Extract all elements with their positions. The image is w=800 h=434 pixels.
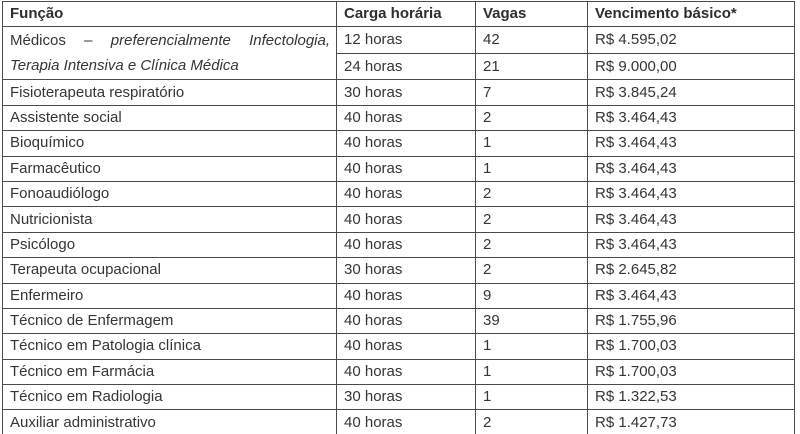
cell-carga-horaria: 30 horas	[337, 385, 476, 410]
cell-funcao: Farmacêutico	[3, 156, 337, 181]
cell-vencimento: R$ 9.000,00	[588, 53, 795, 80]
table-row	[3, 131, 795, 156]
cell-vencimento: R$ 3.464,43	[588, 232, 795, 257]
cell-vencimento: R$ 1.755,96	[588, 308, 795, 333]
cell-funcao: Assistente social	[3, 105, 337, 130]
cell-carga-horaria: 40 horas	[337, 334, 476, 359]
cell-funcao: Técnico em Radiologia	[3, 385, 337, 410]
cell-funcao: Auxiliar administrativo	[3, 410, 337, 434]
cell-vagas: 1	[476, 131, 588, 156]
cell-funcao: Técnico de Enfermagem	[3, 308, 337, 333]
cell-funcao: Nutricionista	[3, 207, 337, 232]
cell-carga-horaria: 30 horas	[337, 80, 476, 105]
cell-carga-horaria: 40 horas	[337, 283, 476, 308]
cell-vencimento: R$ 3.464,43	[588, 131, 795, 156]
cell-funcao: Terapeuta ocupacional	[3, 258, 337, 283]
table-row	[3, 105, 795, 130]
cell-vencimento: R$ 1.700,03	[588, 334, 795, 359]
table-row	[3, 410, 795, 434]
table-row	[3, 283, 795, 308]
column-header-carga-horaria: Carga horária	[337, 2, 476, 27]
cell-carga-horaria: 40 horas	[337, 410, 476, 434]
cell-vagas: 1	[476, 334, 588, 359]
cell-carga-horaria: 40 horas	[337, 207, 476, 232]
table-row	[3, 232, 795, 257]
cell-funcao: Fonoaudiólogo	[3, 181, 337, 206]
cell-vencimento: R$ 2.645,82	[588, 258, 795, 283]
table-row	[3, 156, 795, 181]
cell-vagas: 2	[476, 258, 588, 283]
cell-vagas: 9	[476, 283, 588, 308]
table-row	[3, 308, 795, 333]
cell-vagas: 1	[476, 156, 588, 181]
cell-vagas: 2	[476, 410, 588, 434]
cell-vagas: 2	[476, 105, 588, 130]
cell-vagas: 2	[476, 207, 588, 232]
cell-vencimento: R$ 3.464,43	[588, 207, 795, 232]
cell-vagas: 21	[476, 53, 588, 80]
table-row	[3, 27, 795, 54]
cell-funcao: Bioquímico	[3, 131, 337, 156]
cell-funcao: Psicólogo	[3, 232, 337, 257]
cell-funcao: Enfermeiro	[3, 283, 337, 308]
cell-vencimento: R$ 3.845,24	[588, 80, 795, 105]
cell-vencimento: R$ 3.464,43	[588, 283, 795, 308]
header-row	[3, 2, 795, 27]
cell-carga-horaria: 40 horas	[337, 105, 476, 130]
cell-funcao: Técnico em Patologia clínica	[3, 334, 337, 359]
table-row	[3, 359, 795, 384]
column-header-vencimento: Vencimento básico*	[588, 2, 795, 27]
cell-funcao: Fisioterapeuta respiratório	[3, 80, 337, 105]
cell-vagas: 2	[476, 232, 588, 257]
column-header-vagas: Vagas	[476, 2, 588, 27]
medicos-name: Médicos	[10, 32, 66, 50]
cell-vencimento: R$ 1.700,03	[588, 359, 795, 384]
medicos-specialty-part1: preferencialmente Infectologia,	[110, 32, 330, 50]
cell-carga-horaria: 40 horas	[337, 308, 476, 333]
cell-vencimento: R$ 3.464,43	[588, 181, 795, 206]
cell-carga-horaria: 24 horas	[337, 53, 476, 80]
table-row	[3, 258, 795, 283]
cell-carga-horaria: 30 horas	[337, 258, 476, 283]
cell-carga-horaria: 40 horas	[337, 232, 476, 257]
table-row	[3, 207, 795, 232]
cell-carga-horaria: 12 horas	[337, 27, 476, 54]
cell-vagas: 42	[476, 27, 588, 54]
cell-vagas: 2	[476, 181, 588, 206]
cell-vagas: 39	[476, 308, 588, 333]
medicos-dash: –	[84, 32, 93, 50]
cell-carga-horaria: 40 horas	[337, 156, 476, 181]
table-row	[3, 334, 795, 359]
cell-carga-horaria: 40 horas	[337, 131, 476, 156]
table-row	[3, 385, 795, 410]
cell-vagas: 1	[476, 359, 588, 384]
cell-vagas: 7	[476, 80, 588, 105]
cell-carga-horaria: 40 horas	[337, 181, 476, 206]
cell-vencimento: R$ 1.322,53	[588, 385, 795, 410]
cell-vagas: 1	[476, 385, 588, 410]
cell-vencimento: R$ 3.464,43	[588, 156, 795, 181]
cell-vencimento: R$ 4.595,02	[588, 27, 795, 54]
cell-carga-horaria: 40 horas	[337, 359, 476, 384]
cell-vencimento: R$ 1.427,73	[588, 410, 795, 434]
medicos-title-line	[10, 28, 332, 53]
table-row	[3, 181, 795, 206]
cell-vencimento: R$ 3.464,43	[588, 105, 795, 130]
column-header-funcao: Função	[3, 2, 337, 27]
cell-funcao-medicos	[3, 27, 337, 80]
table-row	[3, 80, 795, 105]
job-vacancy-table	[2, 1, 795, 434]
cell-funcao: Técnico em Farmácia	[3, 359, 337, 384]
medicos-specialty-part2: Terapia Intensiva e Clínica Médica	[10, 57, 239, 75]
